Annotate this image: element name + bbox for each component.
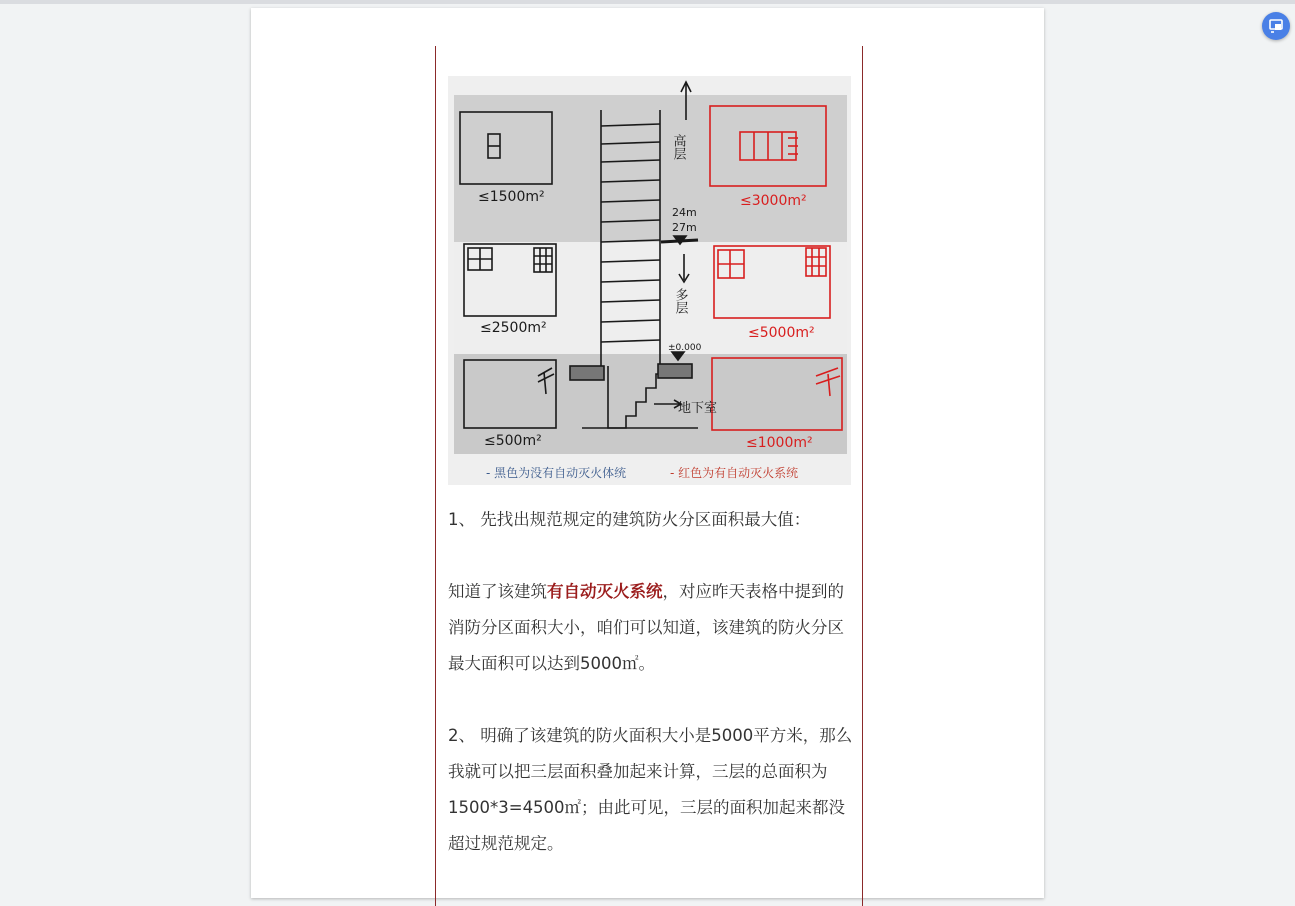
fire-zone-diagram (448, 76, 851, 485)
p2-highlight: 有自动灭火系统 (547, 582, 663, 601)
label-5000: ≤5000m² (748, 325, 815, 341)
caption-black: - 黑色为没有自动灭火体统 (486, 466, 627, 480)
document-page (251, 8, 1044, 898)
diagram-caption (448, 461, 851, 481)
label-high-rise: 高层 (670, 134, 686, 160)
viewer-top-bar (0, 0, 1295, 4)
label-basement: 地下室 (678, 401, 718, 416)
caption-red: - 红色为有自动灭火系统 (670, 466, 799, 480)
label-27m: 27m (672, 221, 697, 234)
label-3000: ≤3000m² (740, 193, 807, 209)
diagram-svg (448, 76, 851, 461)
label-multi-story: 多层 (672, 288, 688, 314)
label-500: ≤500m² (484, 433, 542, 449)
present-icon (1268, 18, 1284, 34)
label-zero-level: ±0.000 (668, 343, 702, 353)
paragraph-step-2: 2、 明确了该建筑的防火面积大小是5000平方米，那么我就可以把三层面积叠加起来计算，三层的总面积为1500*3=4500㎡；由此可见，三层的面积加起来都没超过规范规定。 (448, 726, 853, 853)
present-button[interactable] (1262, 12, 1290, 40)
paragraph-step-1: 1、 先找出规范规定的建筑防火分区面积最大值： (448, 510, 811, 529)
label-2500: ≤2500m² (480, 320, 547, 336)
article-body (435, 46, 863, 906)
p2-lead: 知道了该建筑 (448, 582, 547, 601)
p2-rest: ，对应昨天表格中提到的消防分区面积大小，咱们可以知道，该建筑的防火分区最大面积可以达到5000㎡。 (448, 582, 844, 673)
label-1500: ≤1500m² (478, 189, 545, 205)
label-1000: ≤1000m² (746, 435, 813, 451)
label-24m: 24m (672, 206, 697, 219)
paragraph-conclusion (448, 574, 858, 682)
